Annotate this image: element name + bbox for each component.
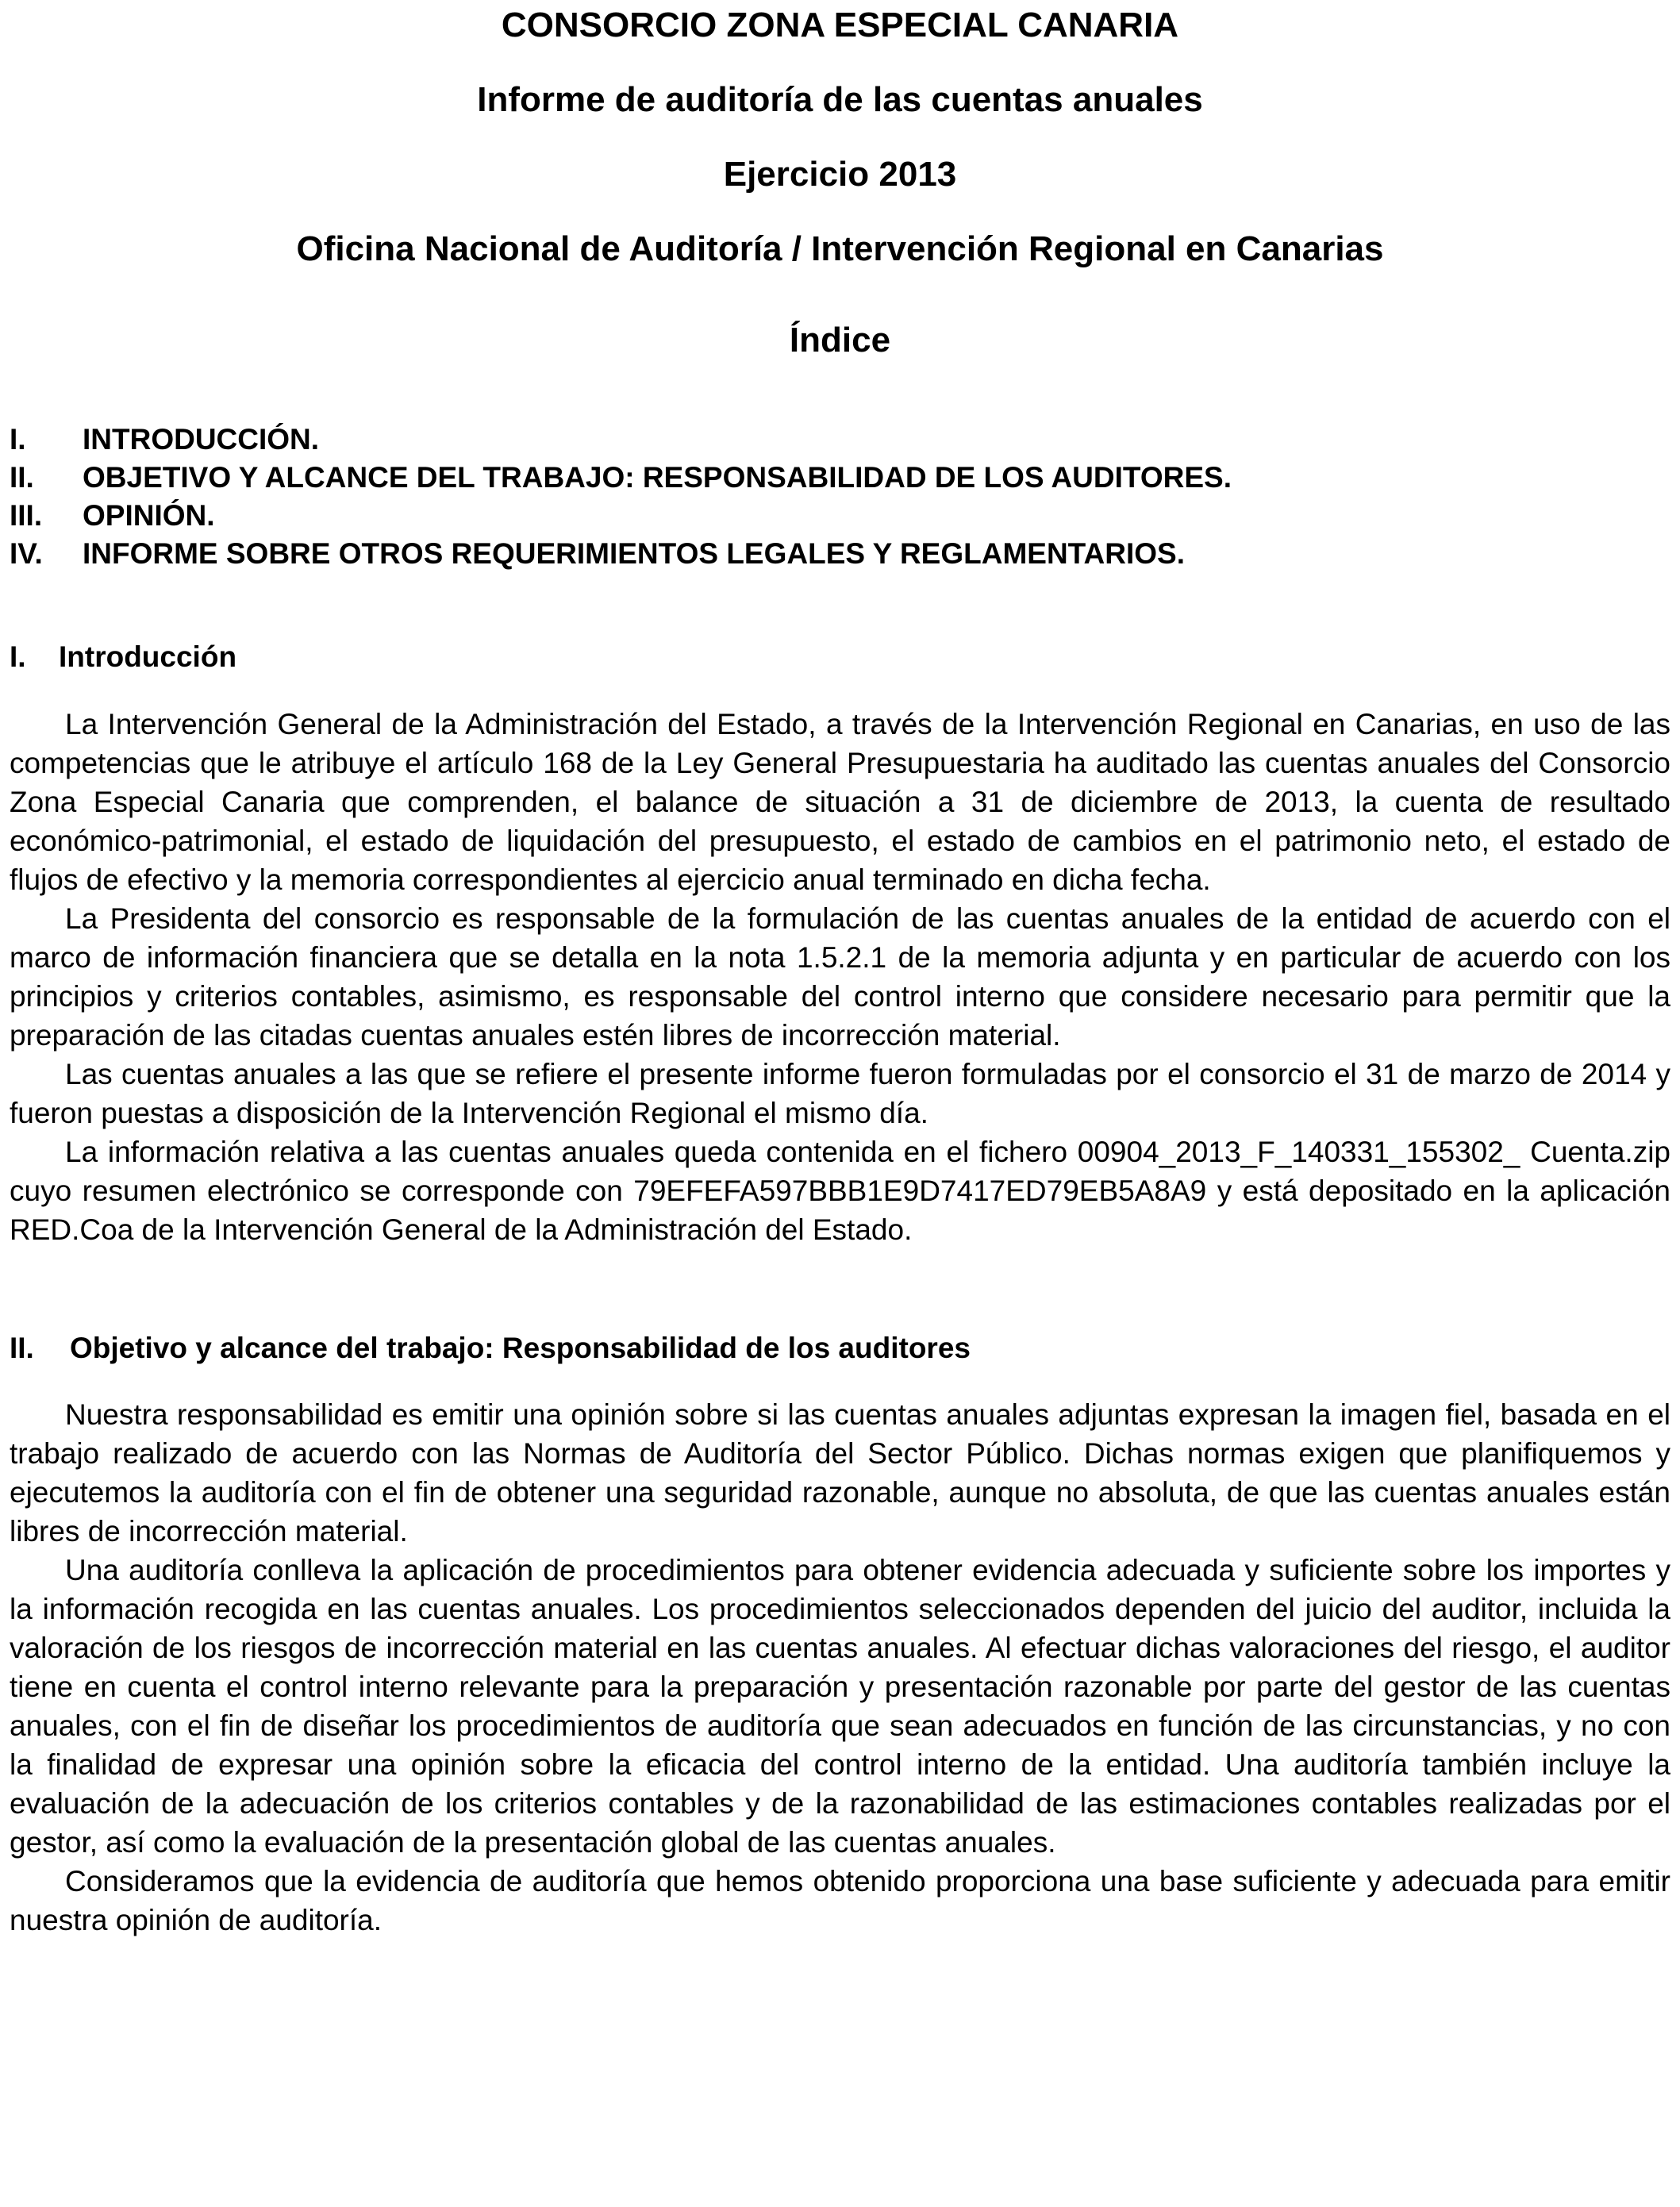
toc-item <box>10 535 1670 573</box>
section-title: Introducción <box>59 640 237 673</box>
toc-item-label: OPINIÓN. <box>83 499 215 532</box>
section-title: Objetivo y alcance del trabajo: Responsabilidad de los auditores <box>70 1332 971 1364</box>
toc-item <box>10 497 1670 535</box>
section-number: I. <box>10 640 26 673</box>
fiscal-year: Ejercicio 2013 <box>723 155 957 194</box>
paragraph: Una auditoría conlleva la aplicación de procedimientos para obtener evidencia adecuada y suficiente sobre los importes y la información recogida en las cuentas anuales. Los procedimientos seleccionados dependen del juicio del auditor, incluida la valoración de los riesgos de incorrección material en las cuentas anuales. Al efectuar dichas valoraciones del riesgo, el auditor tiene en cuenta el control interno relevante para la preparación y presentación razonable por parte del gestor de las cuentas anuales, con el fin de diseñar los procedimientos de auditoría que sean adecuados en función de las circunstancias, y no con la finalidad de expresar una opinión sobre la eficacia del control interno de la entidad. Una auditoría también incluye la evaluación de la adecuación de los criterios contables y de la razonabilidad de las estimaciones contables realizadas por el gestor, así como la evaluación de la presentación global de las cuentas anuales. <box>10 1554 1670 1859</box>
toc-item-number: III. <box>10 499 43 532</box>
toc-item <box>10 459 1670 497</box>
table-of-contents <box>10 421 1670 573</box>
paragraph: La Presidenta del consorcio es responsable de la formulación de las cuentas anuales de la entidad de acuerdo con el marco de información financiera que se detalla en la nota 1.5.2.1 de la memoria adjunta y en particular de acuerdo con los principios y criterios contables, asimismo, es responsable del control interno que considere necesario para permitir que la preparación de las citadas cuentas anuales estén libres de incorrección material. <box>10 902 1670 1052</box>
toc-item-number: IV. <box>10 537 43 570</box>
paragraph: La información relativa a las cuentas anuales queda contenida en el fichero 00904_2013_F_140331_155302_ Cuenta.zip cuyo resumen electrónico se corresponde con 79EFEFA597BBB1E9D7417ED79EB5A8A9 y está depositado en la aplicación RED.Coa de la Intervención General de la Administración del Estado. <box>10 1136 1670 1246</box>
document-title: CONSORCIO ZONA ESPECIAL CANARIA <box>501 6 1179 44</box>
toc-item-label: OBJETIVO Y ALCANCE DEL TRABAJO: RESPONSABILIDAD DE LOS AUDITORES. <box>83 461 1232 494</box>
section-number: II. <box>10 1332 34 1364</box>
paragraph: Consideramos que la evidencia de auditoría que hemos obtenido proporciona una base suficiente y adecuada para emitir nuestra opinión de auditoría. <box>10 1865 1670 1936</box>
toc-item-label: INFORME SOBRE OTROS REQUERIMIENTOS LEGALES Y REGLAMENTARIOS. <box>83 537 1185 570</box>
issuing-office: Oficina Nacional de Auditoría / Intervención Regional en Canarias <box>296 229 1384 268</box>
paragraph: La Intervención General de la Administración del Estado, a través de la Intervención Regional en Canarias, en uso de las competencias que le atribuye el artículo 168 de la Ley General Presupuestaria ha auditado las cuentas anuales del Consorcio Zona Especial Canaria que comprenden, el balance de situación a 31 de diciembre de 2013, la cuenta de resultado económico-patrimonial, el estado de liquidación del presupuesto, el estado de cambios en el patrimonio neto, el estado de flujos de efectivo y la memoria correspondientes al ejercicio anual terminado en dicha fecha. <box>10 708 1670 896</box>
toc-item <box>10 421 1670 459</box>
section-heading-introduction <box>10 638 236 676</box>
report-title: Informe de auditoría de las cuentas anuales <box>477 80 1203 119</box>
index-heading: Índice <box>789 321 891 360</box>
paragraph: Las cuentas anuales a las que se refiere el presente informe fueron formuladas por el consorcio el 31 de marzo de 2014 y fueron puestas a disposición de la Intervención Regional el mismo día. <box>10 1058 1670 1129</box>
toc-item-number: I. <box>10 423 26 456</box>
toc-item-number: II. <box>10 461 34 494</box>
paragraph: Nuestra responsabilidad es emitir una opinión sobre si las cuentas anuales adjuntas expresan la imagen fiel, basada en el trabajo realizado de acuerdo con las Normas de Auditoría del Sector Público. Dichas normas exigen que planifiquemos y ejecutemos la auditoría con el fin de obtener una seguridad razonable, aunque no absoluta, de que las cuentas anuales están libres de incorrección material. <box>10 1398 1670 1548</box>
section-body-introduction <box>10 705 1670 1249</box>
toc-item-label: INTRODUCCIÓN. <box>83 423 320 456</box>
section-heading-objective <box>10 1329 971 1367</box>
section-body-objective <box>10 1395 1670 1940</box>
